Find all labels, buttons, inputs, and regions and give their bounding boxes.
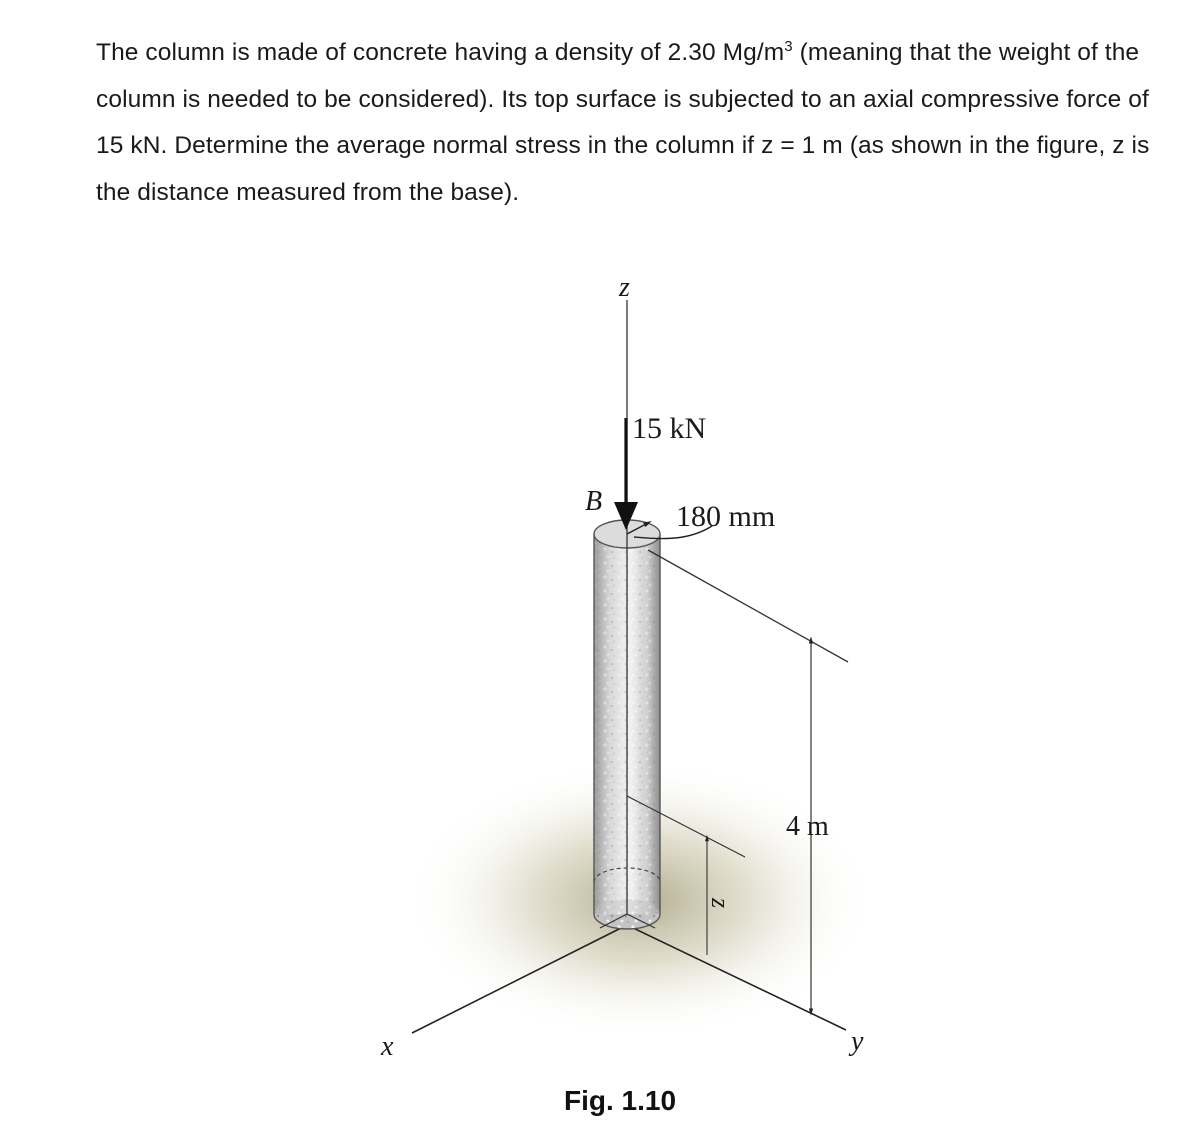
problem-text-1: The column is made of concrete having a density of 2.30 Mg/m (96, 39, 785, 66)
force-label: 15 kN (632, 412, 707, 445)
problem-superscript: 3 (784, 38, 793, 55)
diameter-label: 180 mm (676, 500, 776, 533)
figure-caption: Fig. 1.10 (564, 1085, 677, 1116)
problem-text-2: (meaning that the weight of the column is needed to be considered). Its top surface is subjected to an axial compressive force of 15 kN. Determine the average normal stress in the column if z = 1 m (as shown in the figure, z is the distance measured from the base). (96, 39, 1150, 206)
y-axis-label: y (851, 1026, 864, 1057)
height-label: 4 m (786, 811, 829, 842)
height-ext-top (648, 550, 848, 662)
concrete-column (594, 520, 660, 929)
z-axis-label: z (619, 272, 630, 303)
z-dimension-label: z (706, 898, 735, 909)
point-b-label: B (585, 486, 603, 517)
x-axis-label: x (381, 1031, 394, 1062)
